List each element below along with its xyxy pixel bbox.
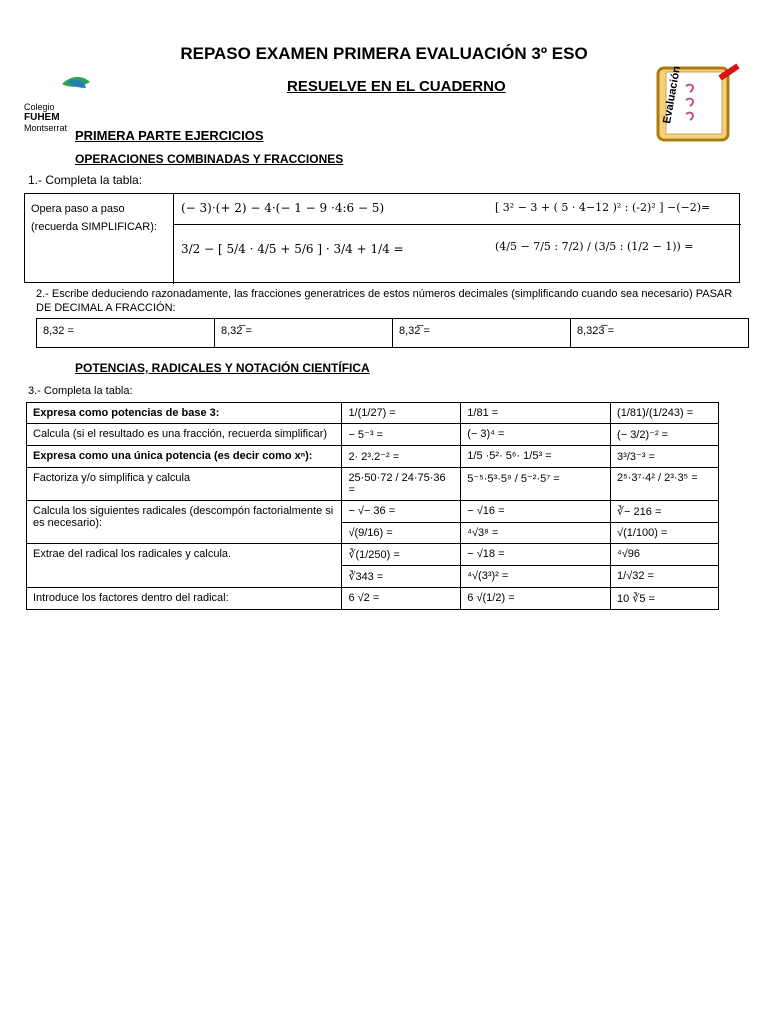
q1-e4: (4/5 − 7/5 : 7/2) / (3/5 : (1/2 − 1)) = <box>495 240 694 253</box>
q3-row-0 <box>27 403 719 424</box>
q3-row-0-c1: 1/(1/27) = <box>342 403 461 424</box>
q3-row-2-c1: 2· 2³.2⁻² = <box>342 446 461 468</box>
q3-row-1-c1: − 5⁻³ = <box>342 424 461 446</box>
q3-row-6-c2: 6 √(1/2) = <box>461 588 611 610</box>
q3-row-2-label: Expresa como una única potencia (es decir como xⁿ): <box>27 446 342 468</box>
q3-row-1-c3: (− 3/2)⁻² = <box>611 424 719 446</box>
q3-row-0-label: Expresa como potencias de base 3: <box>27 403 342 424</box>
q3-row-3-label: Factoriza y/o simplifica y calcula <box>27 468 342 501</box>
q1-left-text: Opera paso a paso (recuerda SIMPLIFICAR): <box>31 203 157 233</box>
q3-row-1-label: Calcula (si el resultado es una fracción, recuerda simplificar) <box>27 424 342 446</box>
q3-table <box>26 402 719 610</box>
school-logo <box>24 72 94 133</box>
q3-row-2 <box>27 446 719 468</box>
page-title: REPASO EXAMEN PRIMERA EVALUACIÓN 3º ESO <box>180 44 588 63</box>
q3-row-3-c2: 5⁻⁵·5³·5⁹ / 5⁻²·5⁷ = <box>461 468 611 501</box>
q3-row-5-c5: ⁴√(3³)² = <box>461 566 611 588</box>
school-name: FUHEM <box>24 112 60 123</box>
q1-row1 <box>173 194 741 225</box>
q3-row-5-c3: ⁴√96 <box>611 544 719 566</box>
q3-row-6-c1: 6 √2 = <box>342 588 461 610</box>
q3-row-1 <box>27 424 719 446</box>
q2-label: 2.- Escribe deduciendo razonadamente, las fracciones generatrices de estos números decimales (simplificando cuando sea necesario) PASAR DE DECIMAL A FRACCIÓN: <box>36 288 733 314</box>
q3-row-5-c6: 1/√32 = <box>611 566 719 588</box>
q1-label: 1.- Completa la tabla: <box>28 173 143 187</box>
q3-row-4-c3: ∛− 216 = <box>611 501 719 523</box>
q3-row-0-c2: 1/81 = <box>461 403 611 424</box>
q2-cell-3: 8,32̅ = <box>393 319 571 347</box>
q3-row-5-c4: ∛343 = <box>342 566 461 588</box>
q3-row-3-c1: 25·50·72 / 24·75·36 = <box>342 468 461 501</box>
q3-row-4-label: Calcula los siguientes radicales (descompón factorialmente si es necesario): <box>27 501 342 544</box>
q1-row2 <box>173 224 741 284</box>
q3-row-5-c1: ∛(1/250) = <box>342 544 461 566</box>
badge-text: Evaluación <box>661 65 684 125</box>
q3-row-4-c6: √(1/100) = <box>611 523 719 544</box>
q3-label: 3.- Completa la tabla: <box>28 385 133 397</box>
q1-e1: (− 3)·(+ 2) − 4·(− 1 − 9 ·4:6 − 5) <box>181 201 385 215</box>
q3-row-5-c2: − √18 = <box>461 544 611 566</box>
q1-e2: [ 3² − 3 + ( 5 · 4−12 )² : (-2)² ] −(−2)= <box>495 201 711 214</box>
q3-row-1-c2: (− 3)⁴ = <box>461 424 611 446</box>
q3-row-6 <box>27 588 719 610</box>
q3-row-2-c2: 1/5 ·5²· 5⁶· 1/5³ = <box>461 446 611 468</box>
q3-row-2-c3: 3³/3⁻³ = <box>611 446 719 468</box>
q1-e3: 3/2 − [ 5/4 · 4/5 + 5/6 ] · 3/4 + 1/4 = <box>181 242 404 256</box>
q3-row-5 <box>27 544 719 566</box>
page-subtitle: RESUELVE EN EL CUADERNO <box>287 78 506 95</box>
q3-row-4-c1: − √− 36 = <box>342 501 461 523</box>
q2-cell-1: 8,32 = <box>37 319 215 347</box>
q3-row-3 <box>27 468 719 501</box>
part-title: PRIMERA PARTE EJERCICIOS <box>75 128 264 143</box>
q3-row-5-label: Extrae del radical los radicales y calcula. <box>27 544 342 588</box>
q3-row-4-c4: √(9/16) = <box>342 523 461 544</box>
q2-row <box>36 318 749 348</box>
section-pow: POTENCIAS, RADICALES Y NOTACIÓN CIENTÍFICA <box>75 361 370 375</box>
q3-row-6-label: Introduce los factores dentro del radical: <box>27 588 342 610</box>
school-small: Colegio <box>24 102 55 112</box>
q3-row-4 <box>27 501 719 523</box>
q2-cell-4: 8,323̅ = <box>577 325 615 337</box>
q3-row-6-c3: 10 ∛5 = <box>611 588 719 610</box>
section-ops: OPERACIONES COMBINADAS Y FRACCIONES <box>75 152 344 166</box>
q1-left <box>25 194 174 284</box>
q2-cell-2: 8,32̅ = <box>215 319 393 347</box>
q1-box <box>24 193 740 283</box>
evaluation-notebook-icon <box>650 60 744 144</box>
q3-row-4-c5: ⁴√3⁸ = <box>461 523 611 544</box>
q3-row-0-c3: (1/81)/(1/243) = <box>611 403 719 424</box>
school-leaf-icon <box>24 72 94 100</box>
school-place: Montserrat <box>24 123 68 133</box>
q3-row-3-c3: 2⁵·3⁷·4² / 2³·3⁵ = <box>611 468 719 501</box>
q3-row-4-c2: − √16 = <box>461 501 611 523</box>
